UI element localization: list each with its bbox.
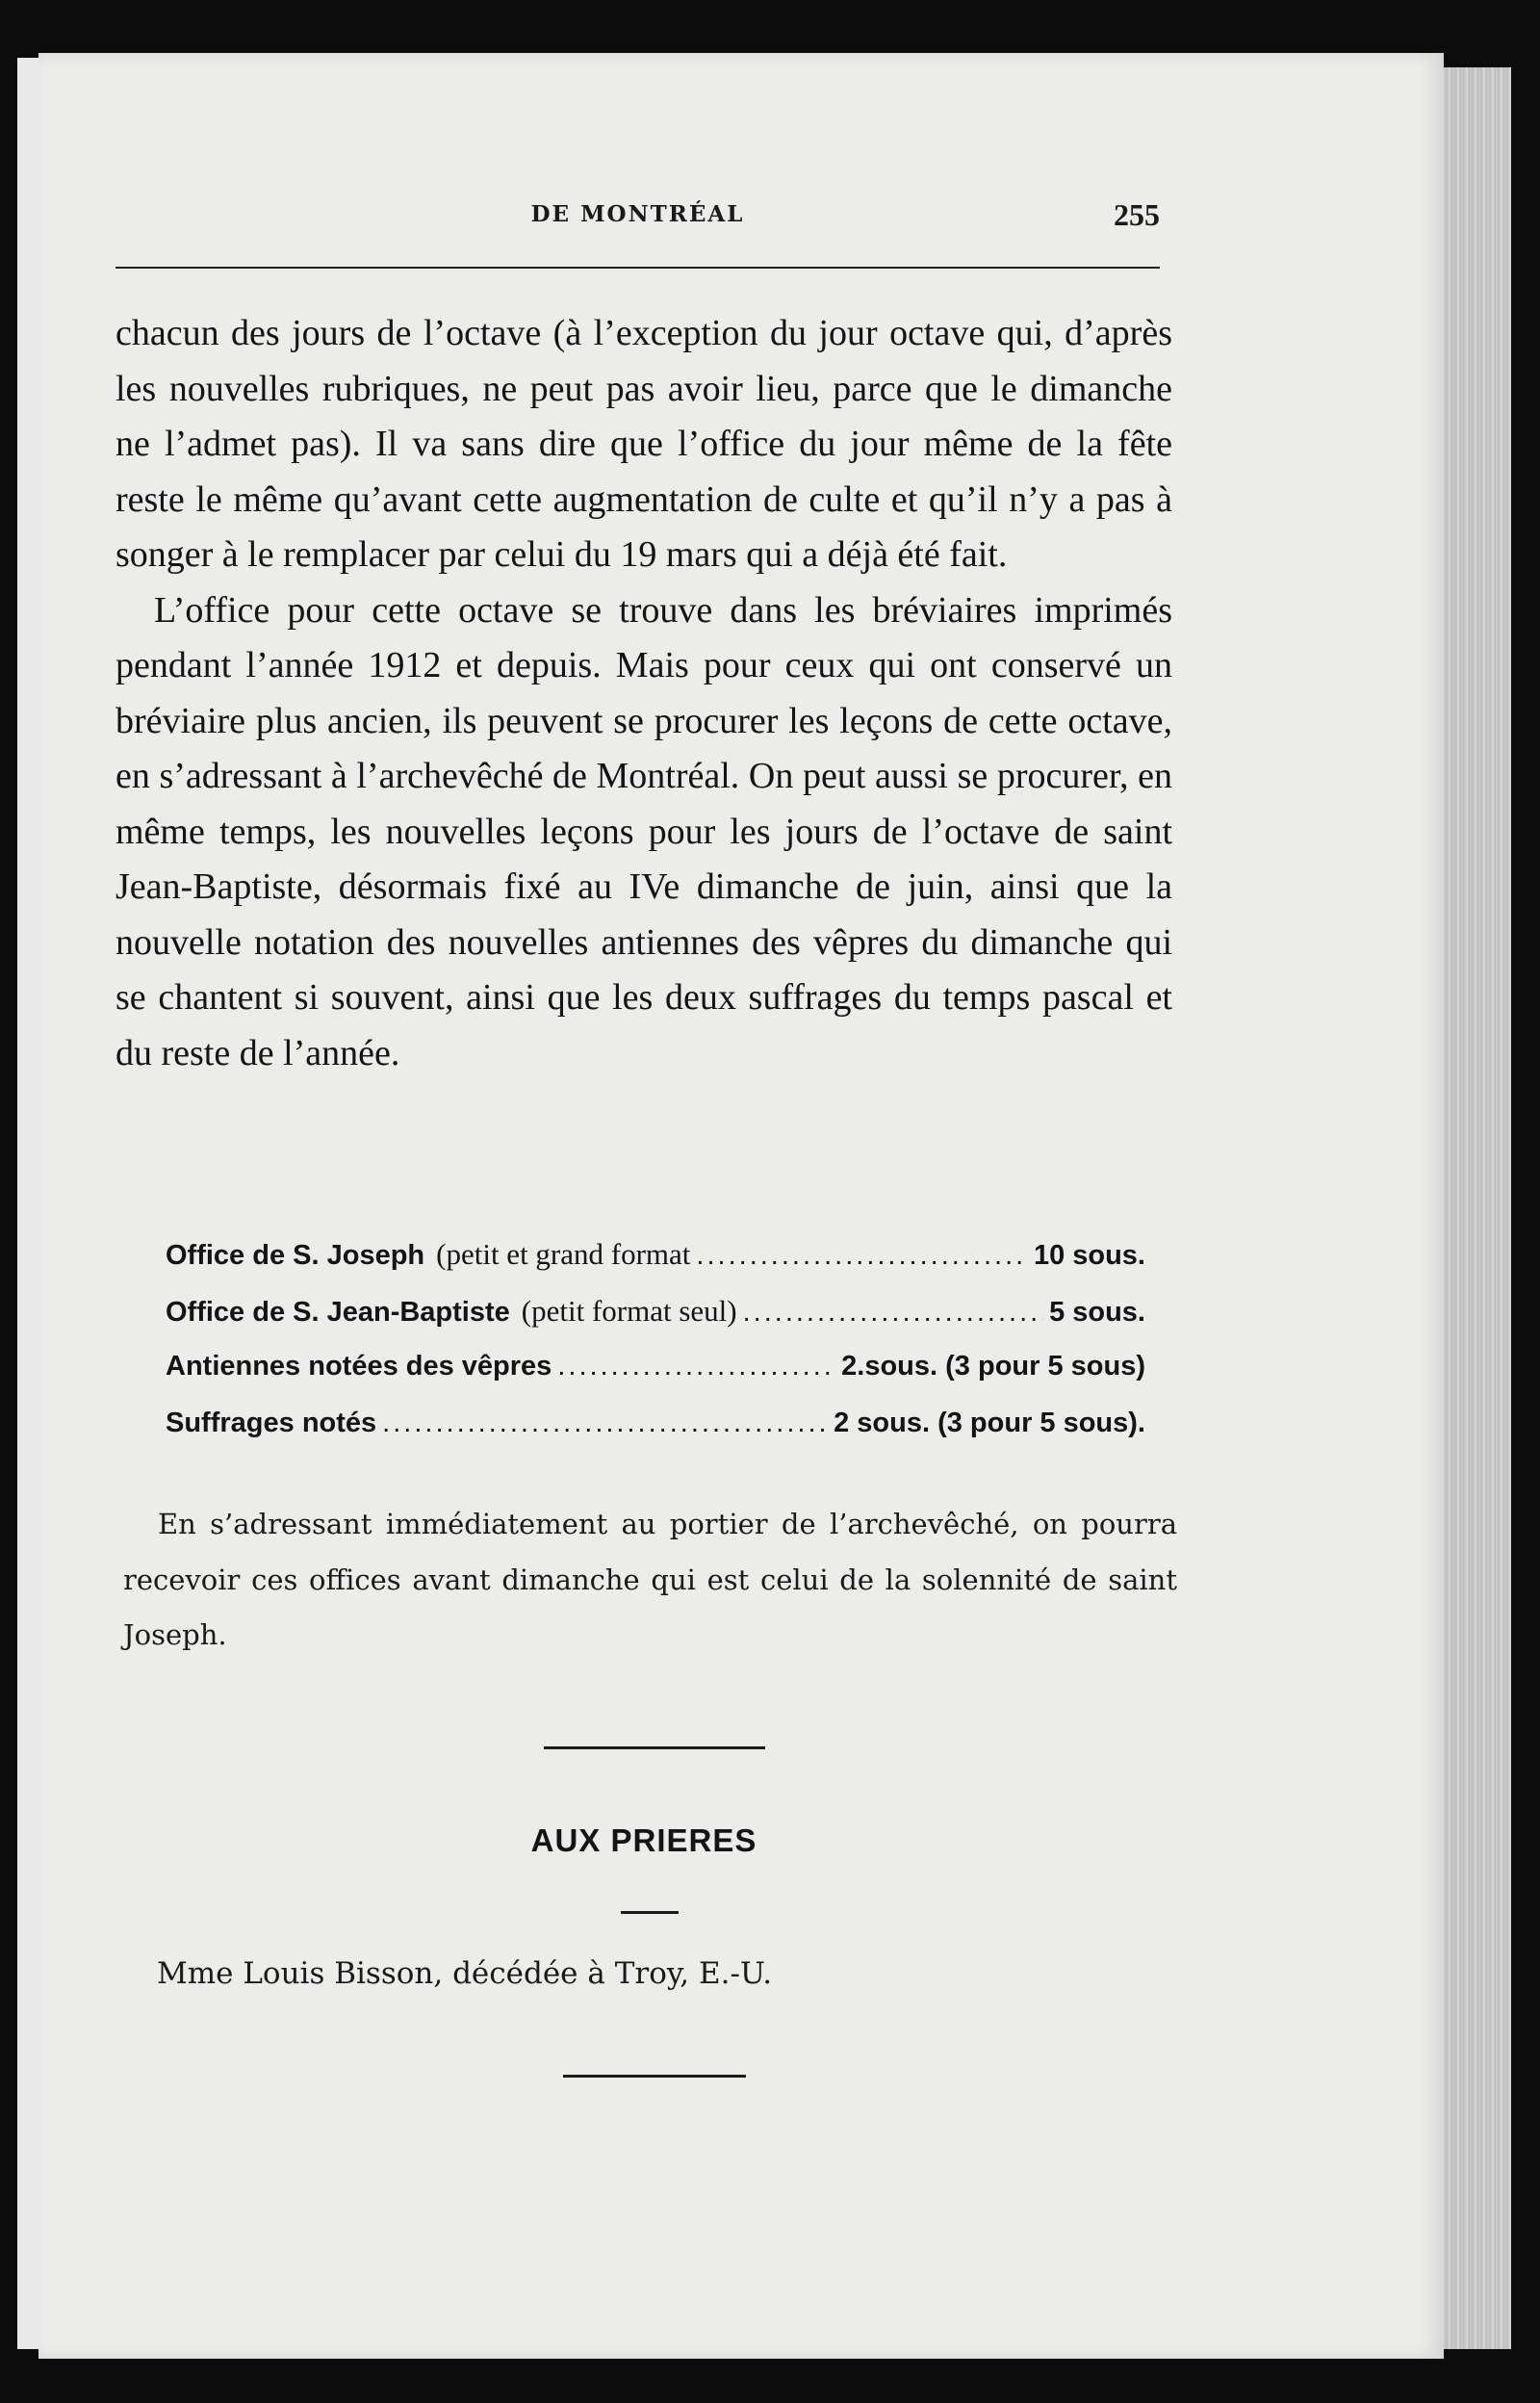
- price-list-item: Antiennes notées des vêpres: [166, 1351, 552, 1382]
- book-binding-edge: [17, 58, 38, 2349]
- section-divider: [544, 1746, 765, 1749]
- body-text: [116, 306, 1172, 1081]
- obituary-entry: Mme Louis Bisson, décédée à Troy, E.-U.: [157, 1956, 773, 1991]
- notice-text: En s’adressant immédiatement au portier de l’archevêché, on pourra recevoir ces offices avant dimanche qui est celui de la solennité de saint Joseph.: [123, 1508, 1177, 1651]
- page-stack-edges: [1444, 67, 1511, 2349]
- paragraph: L’office pour cette octave se trouve dans les bréviaires imprimés pendant l’année 1912 et depuis. Mais pour ceux qui ont conservé un bréviaire plus ancien, ils peuvent se procurer les leçons de cette octave, en s’adressant à l’archevêché de Montréal. On peut aussi se procurer, en même temps, les nouvelles leçons pour les jours de l’octave de saint Jean-Baptiste, désormais fixé au IVe dimanche de juin, ainsi que la nouvelle notation des nouvelles antiennes des vêpres du dimanche qui se chantent si souvent, ainsi que les deux suffrages du temps pascal et du reste de l’année.: [116, 589, 1172, 1073]
- dot-leader: [743, 1297, 1043, 1329]
- dot-leader: [382, 1408, 828, 1439]
- price-list-price: 2.sous. (3 pour 5 sous): [841, 1351, 1145, 1382]
- paragraph: chacun des jours de l’octave (à l’exception du jour octave qui, d’après les nouvelles rubriques, ne peut pas avoir lieu, parce que le dimanche ne l’admet pas). Il va sans dire que l’office du jour même de la fête reste le même qu’avant cette augmentation de culte et qu’il n’y a pas à songer à le remplacer par celui du 19 mars qui a déjà été fait.: [116, 313, 1172, 575]
- price-list-price: 10 sous.: [1033, 1240, 1145, 1271]
- page-number: 255: [1114, 197, 1160, 232]
- dot-leader: [696, 1240, 1028, 1272]
- dot-leader: [557, 1351, 835, 1382]
- price-list-note: (petit format seul): [521, 1294, 737, 1328]
- notice: [123, 1497, 1177, 1664]
- price-list-row: [166, 1408, 1145, 1464]
- running-header: [116, 197, 1160, 236]
- price-list-price: 2 sous. (3 pour 5 sous).: [834, 1408, 1145, 1438]
- price-list: [166, 1237, 1145, 1464]
- closing-rule: [563, 2075, 746, 2078]
- running-title: DE MONTRÉAL: [530, 201, 745, 227]
- price-list-row: [166, 1351, 1145, 1408]
- price-list-note: (petit et grand format: [436, 1237, 691, 1271]
- header-rule: [116, 267, 1160, 269]
- price-list-price: 5 sous.: [1049, 1297, 1145, 1328]
- price-list-row: [166, 1294, 1145, 1351]
- section-heading: AUX PRIERES: [530, 1822, 757, 1858]
- heading-underline: [621, 1911, 679, 1914]
- price-list-item: Office de S. Joseph: [166, 1240, 425, 1271]
- price-list-item: Office de S. Jean-Baptiste: [166, 1297, 510, 1328]
- price-list-row: [166, 1237, 1145, 1294]
- price-list-item: Suffrages notés: [166, 1408, 377, 1438]
